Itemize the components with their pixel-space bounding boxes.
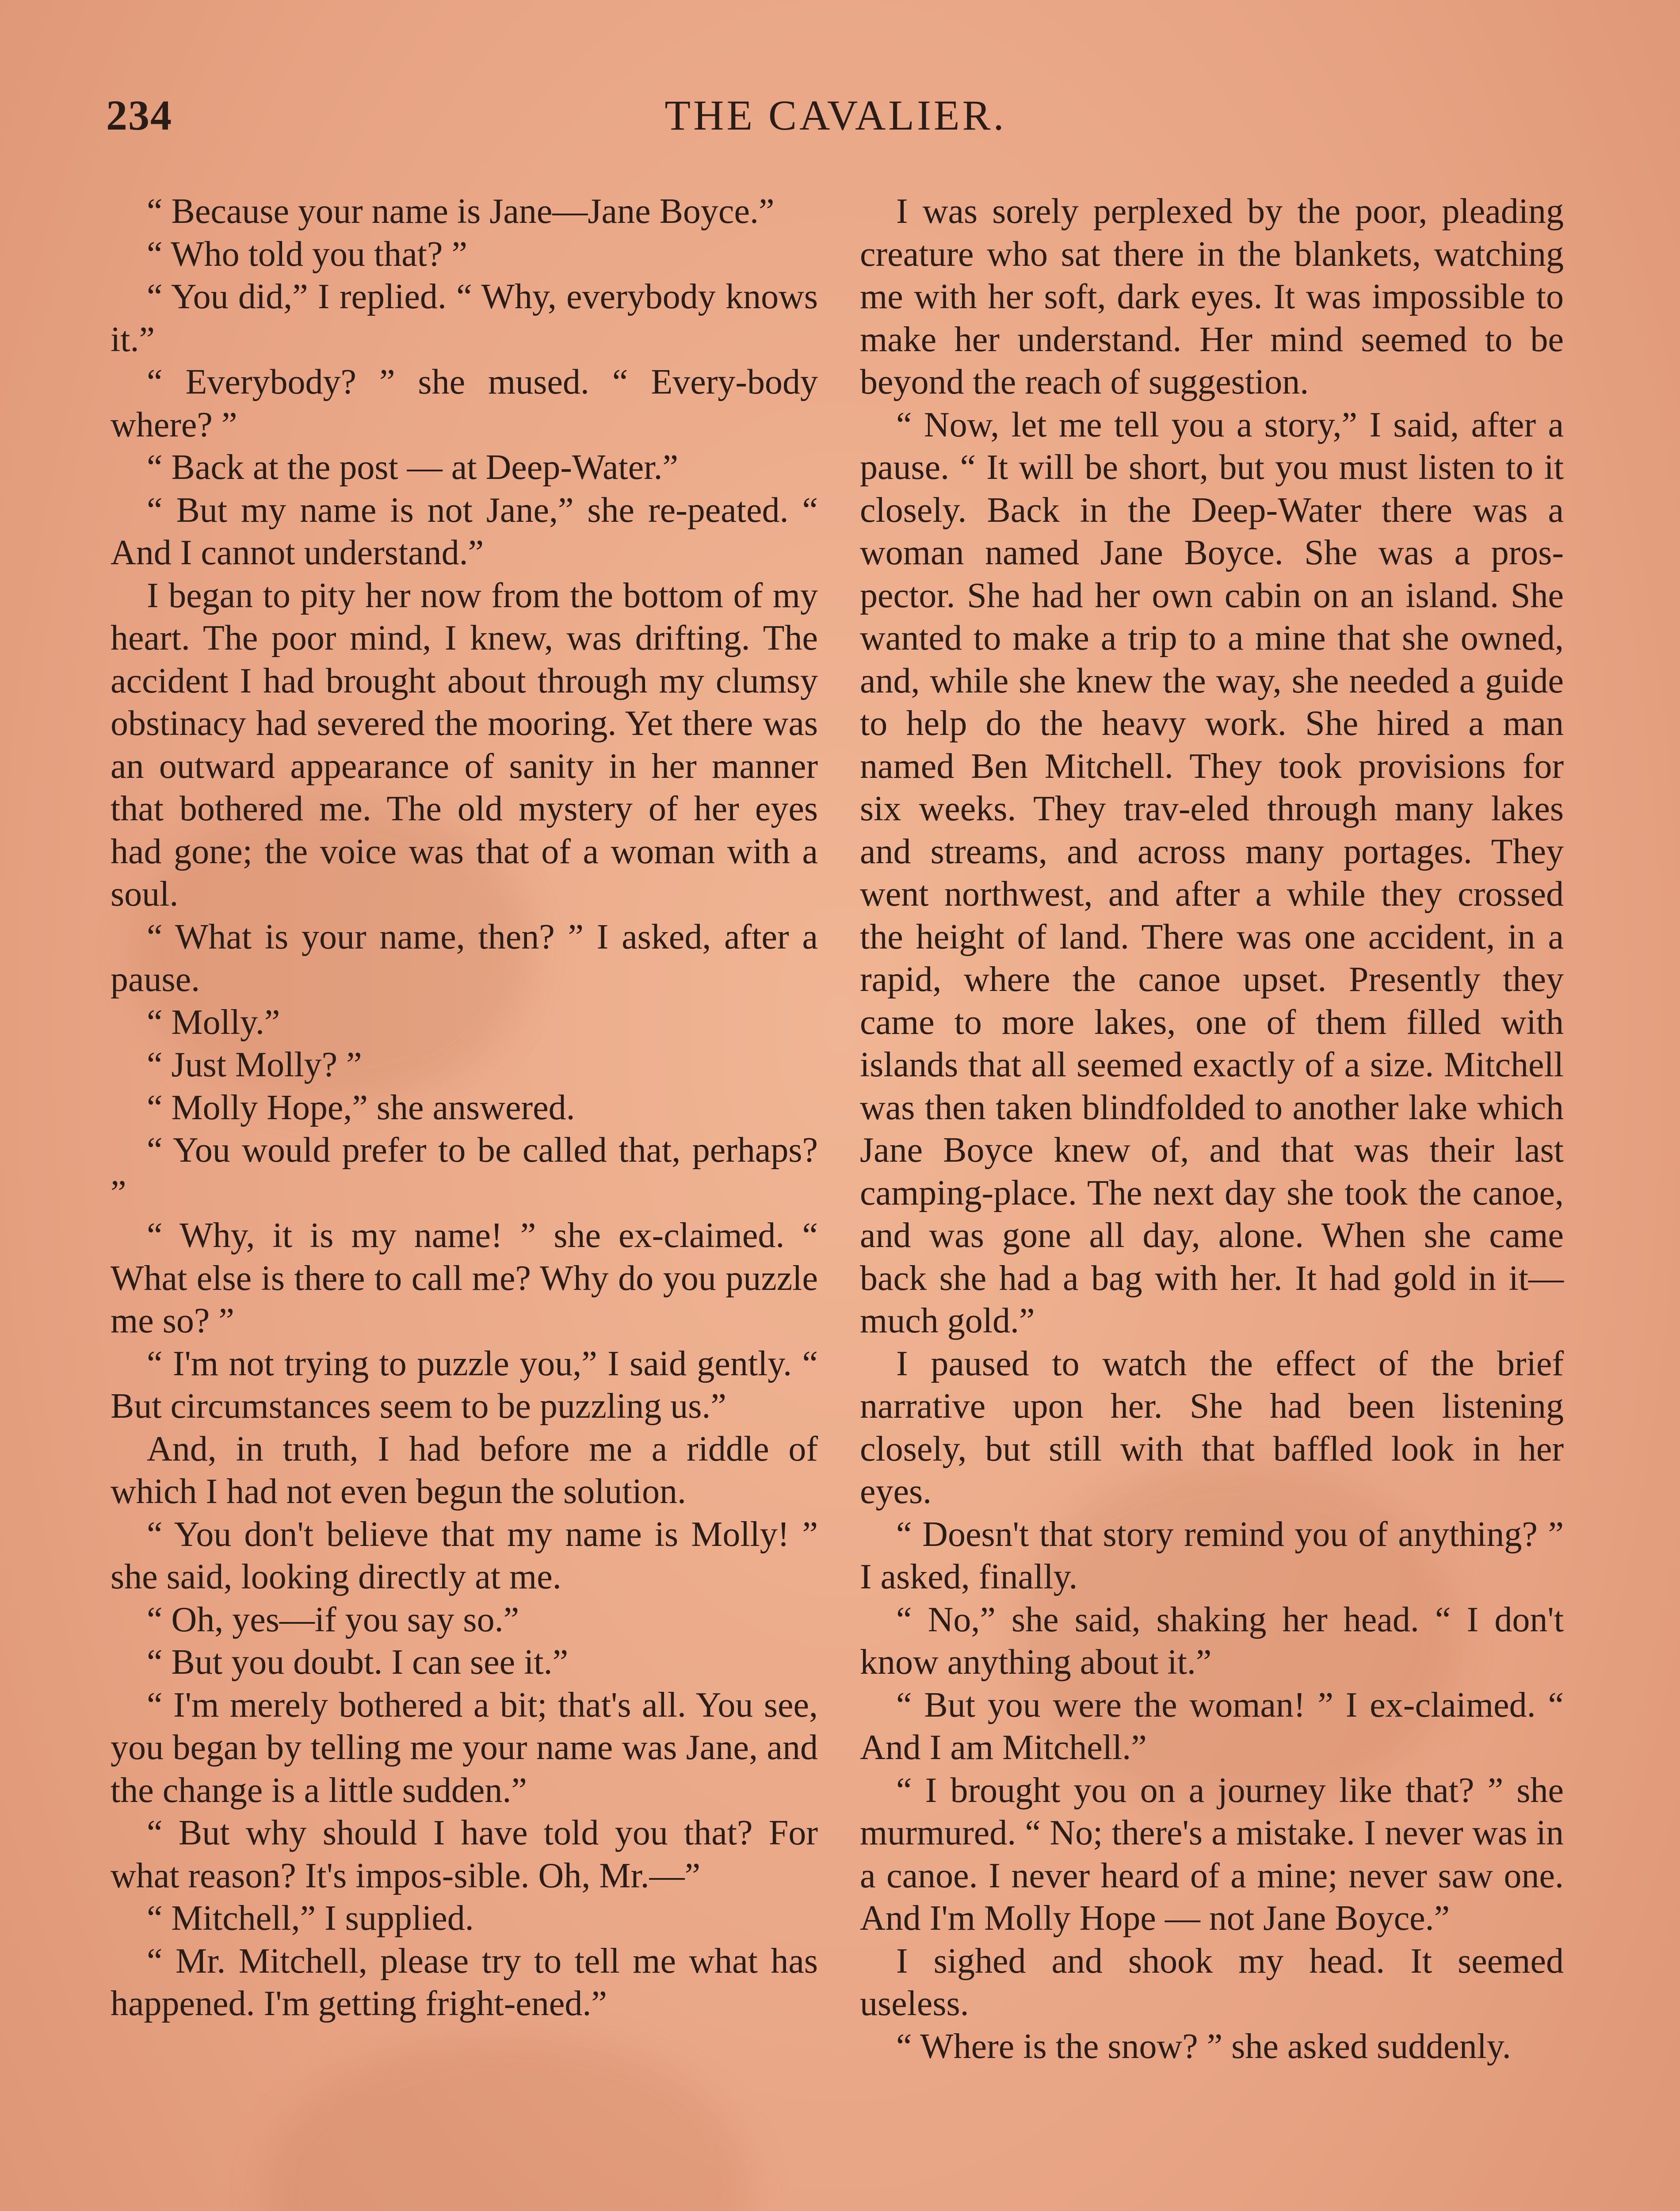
page-header: [106, 91, 1565, 144]
paragraph: “ What is your name, then? ” I asked, after a pause.: [111, 917, 818, 999]
paragraph: “ You don't believe that my name is Molly! ” she said, looking directly at me.: [111, 1515, 818, 1596]
paragraph: “ But you were the woman! ” I ex-claimed. “ And I am Mitchell.”: [860, 1685, 1564, 1767]
paragraph: “ Mr. Mitchell, please try to tell me what has happened. I'm getting fright-ened.”: [111, 1941, 818, 2023]
paragraph: “ Back at the post — at Deep-Water.”: [147, 448, 678, 487]
paragraph: I was sorely perplexed by the poor, pleading creature who sat there in the blankets, watching me with her soft, dark eyes. It was impossible to make her understand. Her mind seemed to be beyond the reach of suggestion.: [860, 192, 1564, 402]
right-column: [860, 190, 1564, 2068]
paragraph: “ Who told you that? ”: [147, 234, 467, 274]
paragraph: “ Because your name is Jane—Jane Boyce.”: [147, 192, 775, 231]
paragraph: “ You would prefer to be called that, perhaps? ”: [111, 1131, 818, 1213]
running-title: THE CAVALIER.: [664, 92, 1007, 139]
paragraph: “ I'm merely bothered a bit; that's all. You see, you began by telling me your name was Jane, and the change is a little sudden.”: [111, 1685, 818, 1810]
paragraph: “ Molly Hope,” she answered.: [147, 1088, 575, 1127]
paragraph: “ No,” she said, shaking her head. “ I don't know anything about it.”: [860, 1600, 1564, 1682]
paragraph: “ But why should I have told you that? For what reason? It's impos-sible. Oh, Mr.—”: [111, 1813, 818, 1895]
paragraph: “ But my name is not Jane,” she re-peated. “ And I cannot understand.”: [111, 490, 818, 572]
paragraph: “ Where is the snow? ” she asked suddenly.: [896, 2027, 1511, 2066]
paper-stain: [265, 2034, 752, 2211]
paragraph: “ Molly.”: [147, 1002, 280, 1042]
paragraph: “ Doesn't that story remind you of anything? ” I asked, finally.: [860, 1515, 1564, 1596]
paragraph: “ Oh, yes—if you say so.”: [147, 1600, 519, 1639]
paragraph: “ I'm not trying to puzzle you,” I said gently. “ But circumstances seem to be puzzling us.”: [111, 1344, 818, 1426]
paragraph: I sighed and shook my head. It seemed useless.: [860, 1941, 1564, 2023]
paragraph: “ Why, it is my name! ” she ex-claimed. “ What else is there to call me? Why do you puzzle me so? ”: [111, 1216, 818, 1340]
page-number: 234: [106, 92, 172, 139]
left-column: [111, 190, 818, 2025]
paragraph: “ Everybody? ” she mused. “ Every-body where? ”: [111, 363, 818, 444]
paragraph: “ I brought you on a journey like that? ” she murmured. “ No; there's a mistake. I never was in a canoe. I never heard of a mine; never saw one. And I'm Molly Hope — not Jane Boyce.”: [860, 1771, 1564, 1938]
paragraph: “ Just Molly? ”: [147, 1045, 362, 1084]
paragraph: “ Mitchell,” I supplied.: [147, 1899, 474, 1938]
paragraph: “ Now, let me tell you a story,” I said, after a pause. “ It will be short, but you must listen to it closely. Back in the Deep-Water there was a woman named Jane Boyce. She was a pros-pector. She had her own cabin on an island. She wanted to make a trip to a mine that she owned, and, while she knew the way, she needed a guide to help do the heavy work. She hired a man named Ben Mitchell. They took provisions for six weeks. They trav-eled through many lakes and streams, and across many portages. They went northwest, and after a while they crossed the height of land. There was one accident, in a rapid, where the canoe upset. Presently they came to more lakes, one of them filled with islands that all seemed exactly of a size. Mitchell was then taken blindfolded to another lake which Jane Boyce knew of, and that was their last camping-place. The next day she took the canoe, and was gone all day, alone. When she came back she had a bag with her. It had gold in it—much gold.”: [860, 405, 1564, 1340]
paragraph: And, in truth, I had before me a riddle of which I had not even begun the solution.: [111, 1429, 818, 1511]
paragraph: “ But you doubt. I can see it.”: [147, 1643, 569, 1682]
paragraph: “ You did,” I replied. “ Why, everybody knows it.”: [111, 277, 818, 359]
paragraph: I began to pity her now from the bottom of my heart. The poor mind, I knew, was drifting. The accident I had brought about through my clumsy obstinacy had severed the mooring. Yet there was an outward appearance of sanity in her manner that bothered me. The old mystery of her eyes had gone; the voice was that of a woman with a soul.: [111, 576, 818, 914]
paragraph: I paused to watch the effect of the brief narrative upon her. She had been listening closely, but still with that baffled look in her eyes.: [860, 1344, 1564, 1511]
